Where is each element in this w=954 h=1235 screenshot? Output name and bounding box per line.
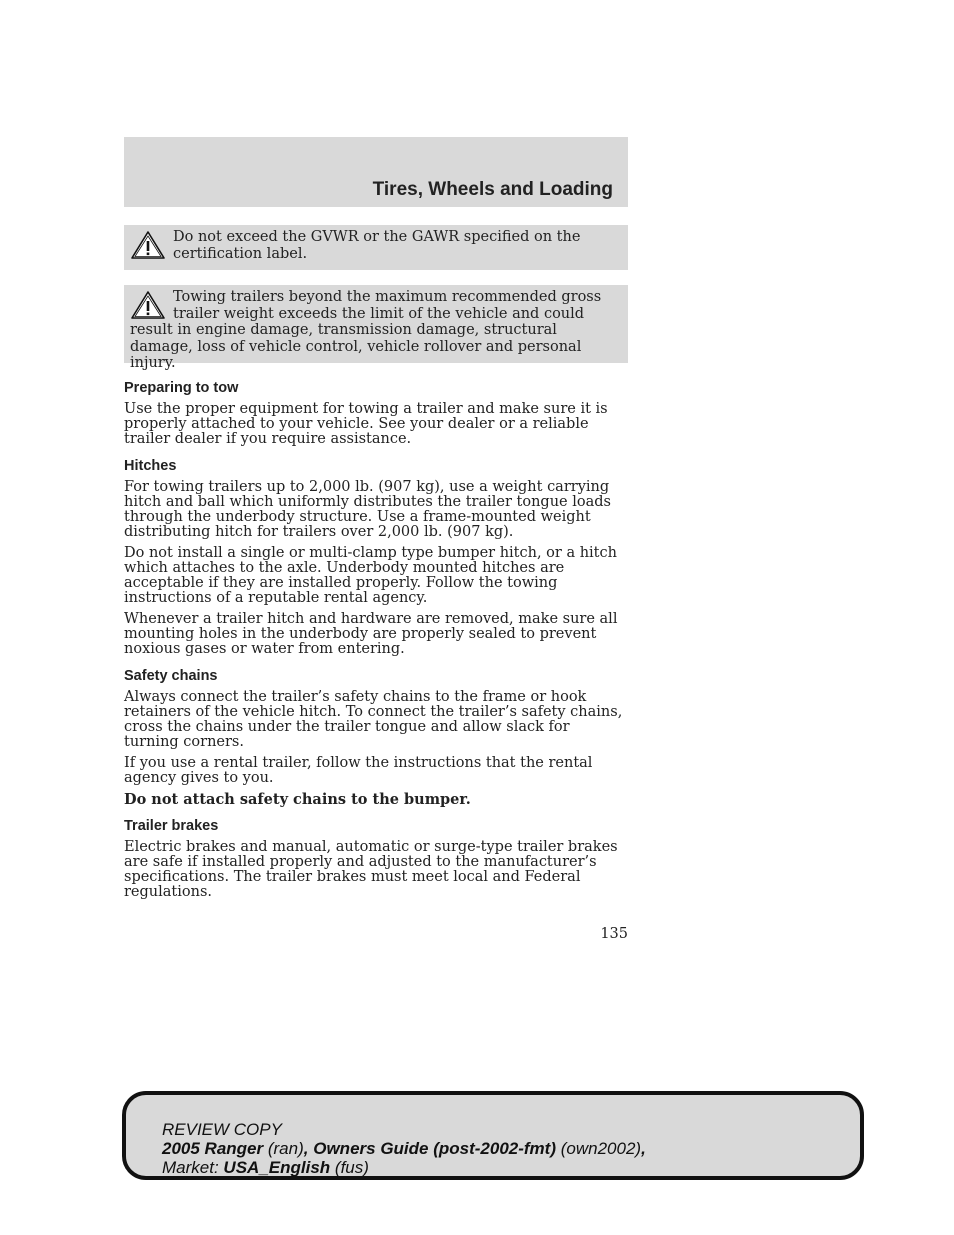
model-code: (ran) xyxy=(267,1139,304,1158)
review-copy-label: REVIEW COPY xyxy=(162,1120,282,1139)
footer-line-market xyxy=(162,1158,860,1177)
section-heading: Safety chains xyxy=(124,668,218,684)
warning-box-gvwr xyxy=(124,225,628,270)
warning-triangle-icon xyxy=(130,230,166,260)
warning-text: Towing trailers beyond the maximum recommended gross trailer weight exceeds the limit of the vehicle and could result in engine damage, transmission damage, structural damage, loss of vehicle control, vehicle rollover and personal injury. xyxy=(130,289,602,371)
footer-line-model xyxy=(162,1139,860,1158)
paragraph: Use the proper equipment for towing a trailer and make sure it is properly attached to your vehicle. See your dealer or a reliable trailer dealer if you require assistance. xyxy=(124,401,608,447)
bold-note: Do not attach safety chains to the bumper. xyxy=(124,791,471,808)
section-heading: Trailer brakes xyxy=(124,818,219,834)
warning-text: Do not exceed the GVWR or the GAWR specified on the certification label. xyxy=(173,229,581,262)
section-safety-chains xyxy=(124,668,628,807)
separator: , xyxy=(303,1139,309,1158)
section-trailer-brakes xyxy=(124,818,628,900)
page-number: 135 xyxy=(600,926,628,942)
paragraph: For towing trailers up to 2,000 lb. (907 kg), use a weight carrying hitch and ball which uniformly distributes the trailer tongue loads through the underbody structure. Use a frame-mounted weight distributing hitch for trailers over 2,000 lb. (907 kg). xyxy=(124,479,611,540)
section-heading: Hitches xyxy=(124,458,177,474)
paragraph: Whenever a trailer hitch and hardware are removed, make sure all mounting holes in the underbody are properly sealed to prevent noxious gases or water from entering. xyxy=(124,611,618,657)
separator: , xyxy=(641,1139,646,1158)
guide-code: (own2002) xyxy=(560,1139,642,1158)
paragraph: Electric brakes and manual, automatic or surge-type trailer brakes are safe if installed properly and adjusted to the manufacturer’s specifications. The trailer brakes must meet local and Federal regulations. xyxy=(124,839,618,900)
chapter-header xyxy=(124,137,628,207)
market-code: (fus) xyxy=(334,1158,369,1177)
guide-name: Owners Guide (post-2002-fmt) xyxy=(313,1139,556,1158)
market-name: USA_English xyxy=(223,1158,331,1177)
paragraph: Do not install a single or multi-clamp type bumper hitch, or a hitch which attaches to the axle. Underbody mounted hitches are acceptable if they are installed properly. Follow the towing instructions of a reputable rental agency. xyxy=(124,545,617,606)
warning-triangle-icon xyxy=(130,290,166,320)
warning-box-towing xyxy=(124,285,628,371)
paragraph: Always connect the trailer’s safety chains to the frame or hook retainers of the vehicle hitch. To connect the trailer’s safety chains, cross the chains under the trailer tongue and allow slack for turning corners. xyxy=(124,689,623,750)
section-hitches xyxy=(124,458,628,657)
model-name: 2005 Ranger xyxy=(162,1139,264,1158)
section-heading: Preparing to tow xyxy=(124,380,239,396)
main-content xyxy=(124,380,628,911)
chapter-title: Tires, Wheels and Loading xyxy=(372,179,613,200)
paragraph: If you use a rental trailer, follow the instructions that the rental agency gives to you. xyxy=(124,755,593,786)
section-preparing-to-tow xyxy=(124,380,628,447)
market-label: Market: xyxy=(162,1158,219,1177)
review-copy-footer xyxy=(122,1091,864,1180)
